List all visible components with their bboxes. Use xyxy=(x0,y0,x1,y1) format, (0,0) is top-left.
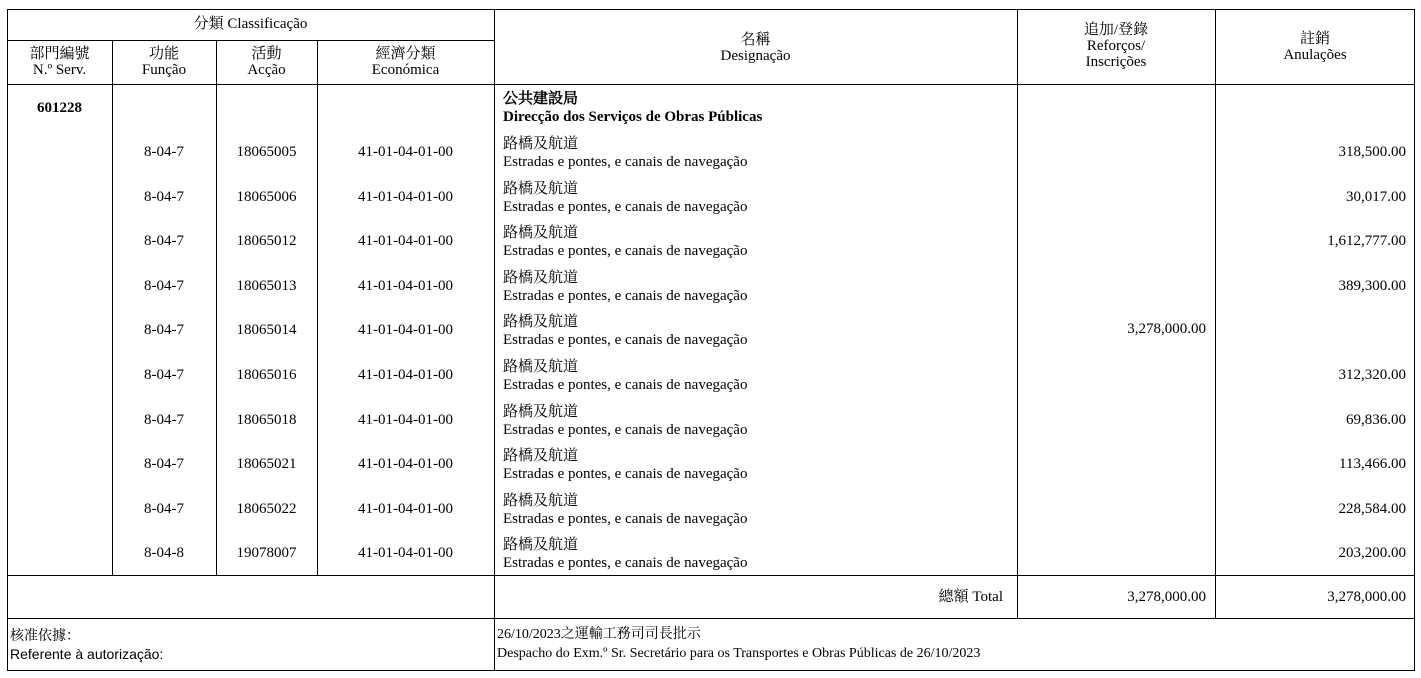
row-funcao: 8-04-7 xyxy=(144,367,184,383)
row-funcao: 8-04-7 xyxy=(144,411,184,428)
row-economica: 41-01-04-01-00 xyxy=(358,144,453,160)
anulacoes-header-zh: 註銷 xyxy=(1299,31,1330,47)
row-funcao: 8-04-7 xyxy=(144,233,184,250)
row-designacao-pt: Estradas e pontes, e canais de navegação xyxy=(503,154,748,170)
row-economica: 41-01-04-01-00 xyxy=(358,545,453,562)
row-designacao-zh: 路橋及航道 xyxy=(503,225,579,242)
budget-table xyxy=(7,9,1415,671)
row-economica: 41-01-04-01-00 xyxy=(358,188,453,205)
economica-header-zh: 經濟分類 xyxy=(375,46,436,62)
row-designacao-pt: Estradas e pontes, e canais de navegação xyxy=(503,287,748,304)
row-anulacoes: 69,836.00 xyxy=(1346,411,1406,428)
row-anulacoes: 312,320.00 xyxy=(1338,367,1406,383)
service-name-zh: 公共建設局 xyxy=(503,91,579,107)
row-accao: 18065014 xyxy=(236,322,297,339)
service-name-pt: Direcção dos Serviços de Obras Públicas xyxy=(503,109,763,125)
authorization-label-zh: 核准依據： xyxy=(10,627,80,643)
col-divider-accao xyxy=(317,40,318,576)
row-designacao-zh: 路橋及航道 xyxy=(503,136,579,152)
row-accao: 18065012 xyxy=(236,233,297,250)
row-funcao: 8-04-7 xyxy=(144,500,184,517)
row-designacao-zh: 路橋及航道 xyxy=(503,314,579,331)
row-designacao-zh: 路橋及航道 xyxy=(503,269,579,286)
row-designacao-zh: 路橋及航道 xyxy=(503,180,579,197)
row-accao: 18065005 xyxy=(236,144,297,160)
total-label: 總額 Total xyxy=(938,589,1003,605)
row-economica: 41-01-04-01-00 xyxy=(358,322,453,339)
accao-header-zh: 活動 xyxy=(251,46,282,62)
row-anulacoes: 318,500.00 xyxy=(1338,144,1406,160)
funcao-header-pt: Função xyxy=(141,62,187,78)
row-anulacoes: 113,466.00 xyxy=(1339,456,1406,473)
service-code: 601228 xyxy=(37,100,82,116)
header-bottom-border xyxy=(7,84,1415,85)
table-top-border xyxy=(7,9,1415,10)
designacao-header xyxy=(494,32,1017,64)
row-anulacoes: 228,584.00 xyxy=(1338,500,1406,517)
row-accao: 18065013 xyxy=(236,277,297,294)
table-bottom-border xyxy=(7,670,1415,671)
row-designacao-pt: Estradas e pontes, e canais de navegação xyxy=(503,198,748,215)
row-designacao-pt: Estradas e pontes, e canais de navegação xyxy=(503,510,748,527)
authorization-text-pt: Despacho do Exm.º Sr. Secretário para os Transportes e Obras Públicas de 26/10/2023 xyxy=(497,646,981,661)
row-accao: 18065018 xyxy=(236,411,297,428)
col-divider-reforcos xyxy=(1215,9,1216,619)
body-bottom-border xyxy=(7,575,1415,576)
serv-header-pt: N.º Serv. xyxy=(32,62,87,78)
row-designacao-pt: Estradas e pontes, e canais de navegação xyxy=(503,421,748,438)
row-funcao: 8-04-7 xyxy=(144,188,184,205)
designacao-header-zh: 名稱 xyxy=(740,32,771,48)
serv-header-zh: 部門編號 xyxy=(29,46,90,62)
row-designacao-zh: 路橋及航道 xyxy=(503,492,579,509)
row-anulacoes: 389,300.00 xyxy=(1338,277,1406,294)
row-economica: 41-01-04-01-00 xyxy=(358,500,453,517)
reforcos-header xyxy=(1017,22,1215,70)
row-accao: 19078007 xyxy=(236,545,297,562)
col-divider-serv xyxy=(112,40,113,576)
authorization-text-zh: 26/10/2023之運輸工務司司長批示 xyxy=(497,627,701,642)
designacao-header-pt: Designação xyxy=(720,48,791,64)
row-designacao-pt: Estradas e pontes, e canais de navegação xyxy=(503,332,748,349)
row-funcao: 8-04-8 xyxy=(144,545,184,562)
row-anulacoes: 203,200.00 xyxy=(1338,545,1406,562)
row-designacao-zh: 路橋及航道 xyxy=(503,403,579,420)
anulacoes-header xyxy=(1215,31,1415,63)
row-funcao: 8-04-7 xyxy=(144,277,184,294)
classification-header: 分類 Classificação xyxy=(193,16,308,32)
col-divider-economica xyxy=(494,9,495,671)
row-anulacoes: 1,612,777.00 xyxy=(1327,233,1406,250)
economica-header-pt: Económica xyxy=(371,62,440,78)
total-bottom-border xyxy=(7,618,1415,619)
funcao-header xyxy=(112,46,216,78)
row-economica: 41-01-04-01-00 xyxy=(358,277,453,294)
row-designacao-pt: Estradas e pontes, e canais de navegação xyxy=(503,555,748,572)
row-economica: 41-01-04-01-00 xyxy=(358,411,453,428)
reforcos-header-pt-2: Inscrições xyxy=(1085,54,1147,70)
row-economica: 41-01-04-01-00 xyxy=(358,456,453,473)
anulacoes-header-pt: Anulações xyxy=(1283,47,1347,63)
accao-header xyxy=(216,46,317,78)
reforcos-header-zh: 追加/登錄 xyxy=(1083,22,1149,38)
row-designacao-zh: 路橋及航道 xyxy=(503,448,579,465)
reforcos-value: 3,278,000.00 xyxy=(1127,321,1206,337)
row-economica: 41-01-04-01-00 xyxy=(358,367,453,383)
row-accao: 18065006 xyxy=(236,188,297,205)
authorization-label-pt: Referente à autorização: xyxy=(10,646,164,662)
row-accao: 18065022 xyxy=(236,500,297,517)
row-funcao: 8-04-7 xyxy=(144,322,184,339)
row-accao: 18065016 xyxy=(236,367,297,383)
row-accao: 18065021 xyxy=(236,456,297,473)
row-funcao: 8-04-7 xyxy=(144,144,184,160)
row-anulacoes: 30,017.00 xyxy=(1346,188,1406,205)
economica-header xyxy=(317,46,494,78)
col-divider-designacao xyxy=(1017,9,1018,619)
classification-underline xyxy=(7,40,494,41)
row-designacao-zh: 路橋及航道 xyxy=(503,359,579,375)
row-economica: 41-01-04-01-00 xyxy=(358,233,453,250)
total-anulacoes: 3,278,000.00 xyxy=(1327,589,1406,605)
row-funcao: 8-04-7 xyxy=(144,456,184,473)
table-right-border xyxy=(1414,9,1415,671)
row-designacao-pt: Estradas e pontes, e canais de navegação xyxy=(503,243,748,260)
row-designacao-pt: Estradas e pontes, e canais de navegação xyxy=(503,377,748,393)
row-designacao-pt: Estradas e pontes, e canais de navegação xyxy=(503,466,748,483)
row-designacao-zh: 路橋及航道 xyxy=(503,537,579,554)
serv-header xyxy=(7,46,112,78)
col-divider-funcao xyxy=(216,40,217,576)
reforcos-header-pt-1: Reforços/ xyxy=(1086,38,1146,54)
accao-header-pt: Acção xyxy=(247,62,286,78)
funcao-header-zh: 功能 xyxy=(148,46,179,62)
total-reforcos: 3,278,000.00 xyxy=(1127,589,1206,605)
